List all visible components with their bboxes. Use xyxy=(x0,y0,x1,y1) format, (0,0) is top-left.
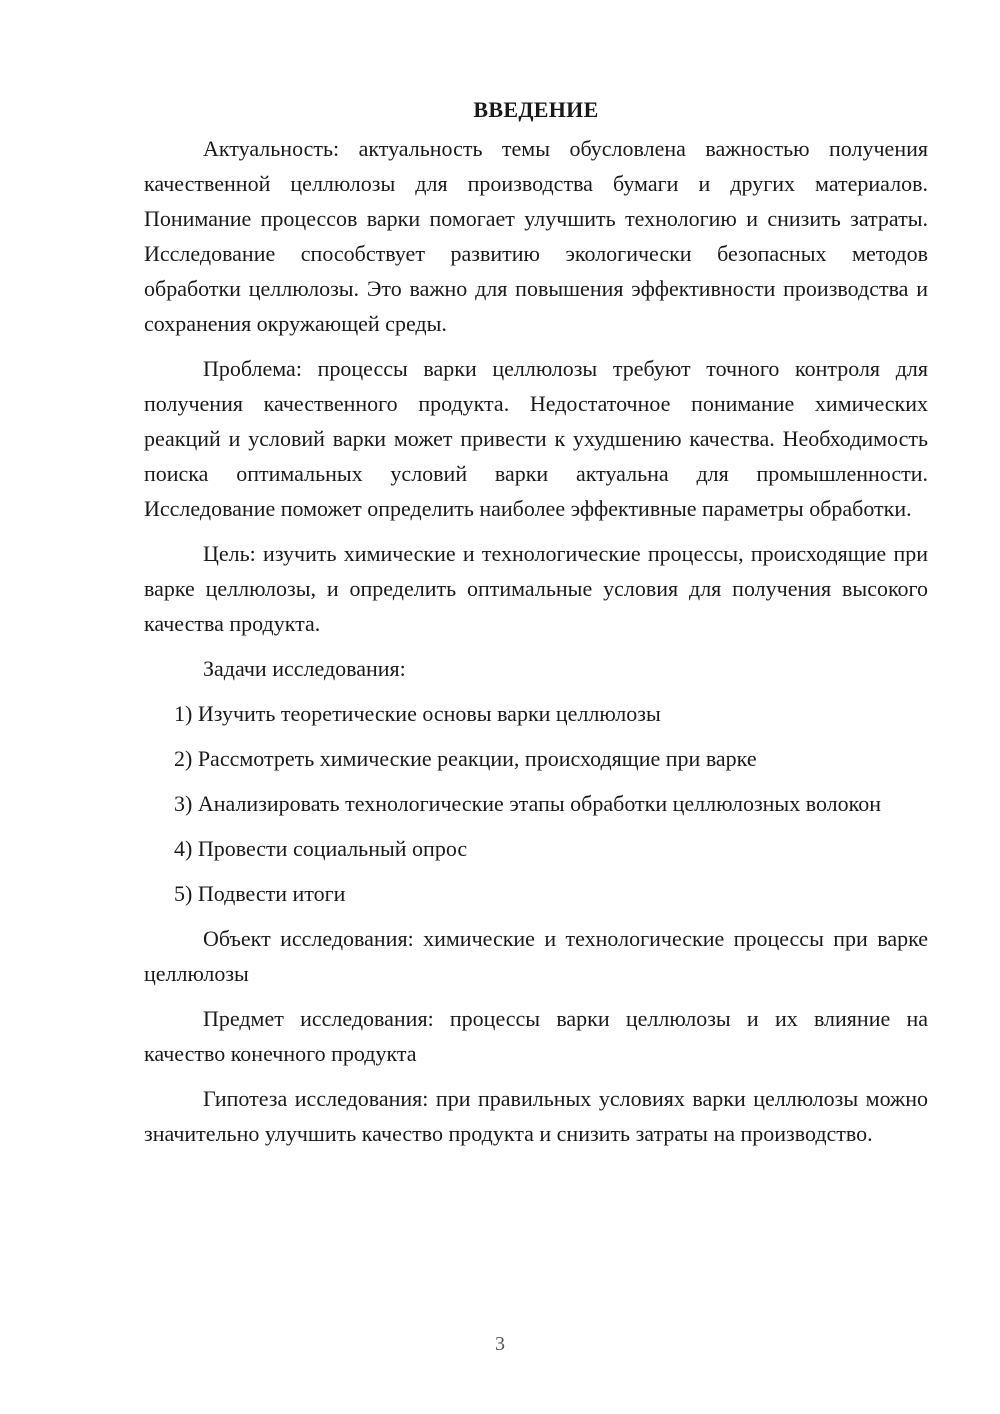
task-item-4: 4) Провести социальный опрос xyxy=(174,836,468,861)
task-item-3: 3) Анализировать технологические этапы обработки целлюлозных волокон xyxy=(174,791,881,816)
document-page xyxy=(144,92,928,1161)
subject-paragraph: Предмет исследования: процессы варки целлюлозы и их влияние на качество конечного продукта xyxy=(144,1006,928,1066)
task-item-1: 1) Изучить теоретические основы варки целлюлозы xyxy=(174,701,661,726)
problem-paragraph: Проблема: процессы варки целлюлозы требуют точного контроля для получения качественного продукта. Недостаточное понимание химических реакций и условий варки может привести к ухудшению качества. Необходимость поиска оптимальных условий варки актуальна для промышленности. Исследование поможет определить наиболее эффективные параметры обработки. xyxy=(144,356,928,521)
goal-paragraph: Цель: изучить химические и технологические процессы, происходящие при варке целлюлозы, и определить оптимальные условия для получения высокого качества продукта. xyxy=(144,541,928,636)
task-item-2: 2) Рассмотреть химические реакции, происходящие при варке xyxy=(174,746,757,771)
tasks-heading: Задачи исследования: xyxy=(203,656,406,681)
hypothesis-paragraph: Гипотеза исследования: при правильных условиях варки целлюлозы можно значительно улучшить качество продукта и снизить затраты на производство. xyxy=(144,1086,928,1146)
object-paragraph: Объект исследования: химические и технологические процессы при варке целлюлозы xyxy=(144,926,928,986)
page-number: 3 xyxy=(495,1333,505,1355)
task-item-5: 5) Подвести итоги xyxy=(174,881,346,906)
relevance-paragraph: Актуальность: актуальность темы обусловлена важностью получения качественной целлюлозы для производства бумаги и других материалов. Понимание процессов варки помогает улучшить технологию и снизить затраты. Исследование способствует развитию экологически безопасных методов обработки целлюлозы. Это важно для повышения эффективности производства и сохранения окружающей среды. xyxy=(144,136,928,336)
page-title: ВВЕДЕНИЕ xyxy=(473,97,599,122)
